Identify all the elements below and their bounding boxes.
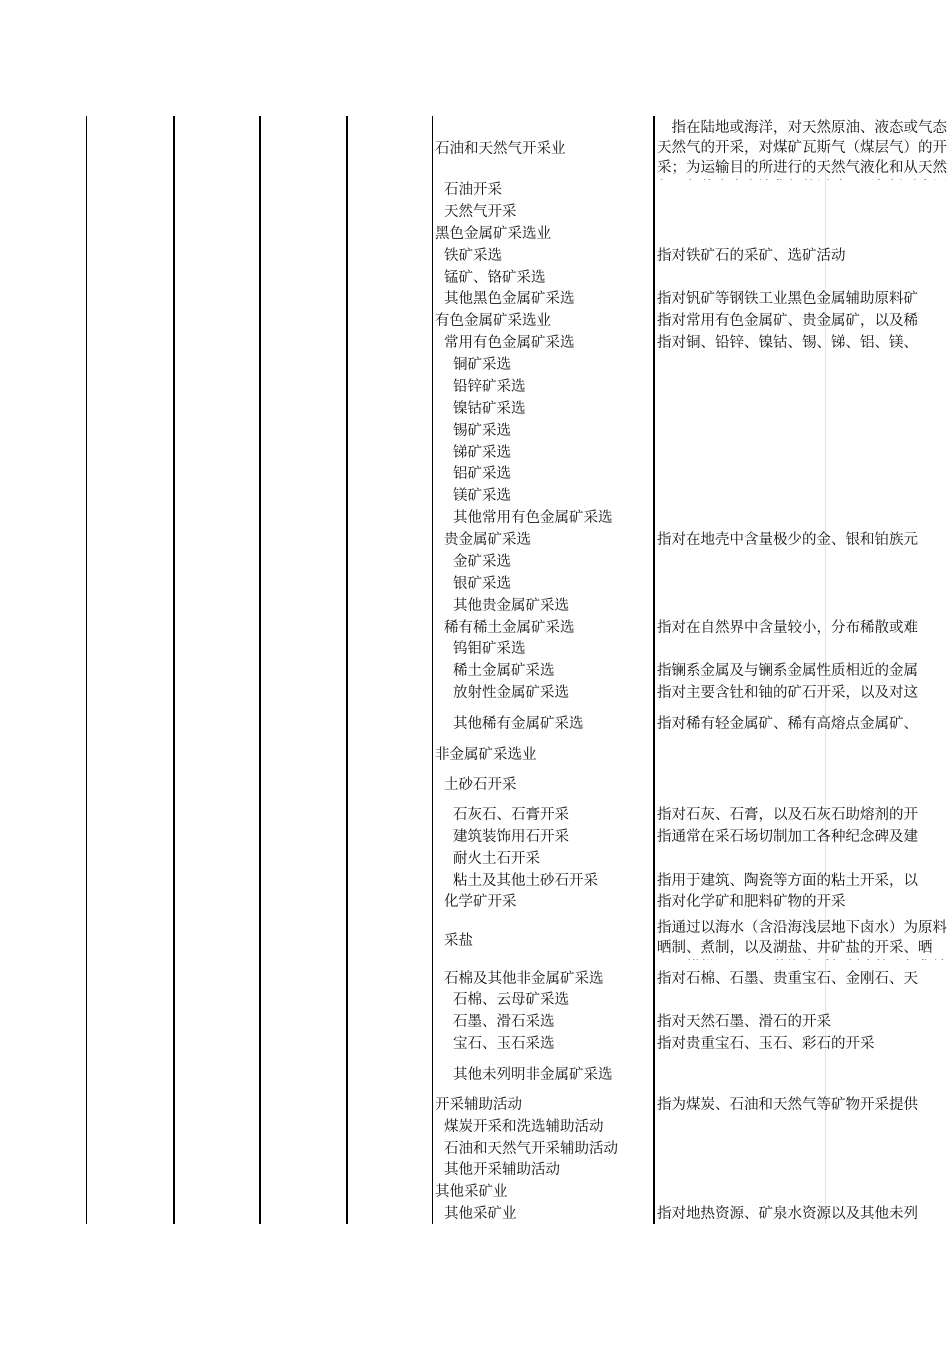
- industry-description: 指对铜、铅锌、镍钴、锡、锑、铝、镁、: [657, 335, 918, 351]
- industry-name: 锡矿采选: [453, 423, 511, 439]
- industry-name: 建筑装饰用石开采: [453, 829, 569, 845]
- industry-name: 土砂石开采: [444, 777, 517, 793]
- industry-name: 稀土金属矿采选: [453, 663, 555, 679]
- industry-name: 石油和天然气开采辅助活动: [444, 1141, 618, 1157]
- industry-name: 石灰石、石膏开采: [453, 807, 569, 823]
- industry-name: 锰矿、铬矿采选: [444, 270, 546, 286]
- industry-description: 指镧系金属及与镧系金属性质相近的金属: [657, 663, 918, 679]
- industry-name: 煤炭开采和洗选辅助活动: [444, 1119, 604, 1135]
- industry-name: 非金属矿采选业: [435, 747, 537, 763]
- industry-name: 镍钴矿采选: [453, 401, 526, 417]
- industry-name: 化学矿开采: [444, 894, 517, 910]
- industry-name: 常用有色金属矿采选: [444, 335, 575, 351]
- industry-description: 指对地热资源、矿泉水资源以及其他未列: [657, 1206, 918, 1222]
- industry-name: 铜矿采选: [453, 357, 511, 373]
- industry-description: 指在陆地或海洋，对天然原油、液态或气态天然气的开采，对煤矿瓦斯气（煤层气）的开采；为运输目的所进行的天然气液化和从天然: [657, 120, 947, 176]
- industry-name: 金矿采选: [453, 554, 511, 570]
- industry-description: 指对钒矿等钢铁工业黑色金属辅助原料矿: [657, 291, 918, 307]
- industry-description: 指对铁矿石的采矿、选矿活动: [657, 248, 846, 264]
- industry-name: 镁矿采选: [453, 488, 511, 504]
- industry-name: 石油和天然气开采业: [435, 141, 566, 157]
- industry-name: 铝矿采选: [453, 466, 511, 482]
- industry-description: 指通常在采石场切制加工各种纪念碑及建: [657, 829, 918, 845]
- column-divider: [259, 116, 261, 1224]
- industry-name: 采盐: [444, 933, 473, 949]
- column-divider: [346, 116, 348, 1224]
- industry-name: 天然气开采: [444, 204, 517, 220]
- column-divider: [173, 116, 175, 1224]
- industry-name: 石油开采: [444, 182, 502, 198]
- industry-name: 开采辅助活动: [435, 1097, 522, 1113]
- industry-description: 指对在自然界中含量较小，分布稀散或难: [657, 620, 918, 636]
- industry-description: 指对石灰、石膏，以及石灰石助熔剂的开: [657, 807, 918, 823]
- industry-name: 有色金属矿采选业: [435, 313, 551, 329]
- industry-name: 粘土及其他土砂石开采: [453, 873, 598, 889]
- industry-name: 其他黑色金属矿采选: [444, 291, 575, 307]
- industry-description: 指对稀有轻金属矿、稀有高熔点金属矿、: [657, 716, 918, 732]
- industry-name: 耐火土石开采: [453, 851, 540, 867]
- industry-name: 其他开采辅助活动: [444, 1162, 560, 1178]
- industry-description: 指为煤炭、石油和天然气等矿物开采提供: [657, 1097, 918, 1113]
- industry-name: 其他稀有金属矿采选: [453, 716, 584, 732]
- industry-name: 钨钼矿采选: [453, 641, 526, 657]
- industry-name: 稀有稀土金属矿采选: [444, 620, 575, 636]
- industry-name: 黑色金属矿采选业: [435, 226, 551, 242]
- industry-name: 放射性金属矿采选: [453, 685, 569, 701]
- industry-description: 指对化学矿和肥料矿物的开采: [657, 894, 846, 910]
- industry-name: 贵金属矿采选: [444, 532, 531, 548]
- industry-name: 其他常用有色金属矿采选: [453, 510, 613, 526]
- industry-description: 指用于建筑、陶瓷等方面的粘土开采，以: [657, 873, 918, 889]
- industry-name: 银矿采选: [453, 576, 511, 592]
- column-divider: [653, 116, 655, 1224]
- industry-description: 指对石棉、石墨、贵重宝石、金刚石、天: [657, 971, 918, 987]
- industry-description: 指通过以海水（含沿海浅层地下卤水）为原料晒制、煮制，以及湖盐、井矿盐的开采、晒: [657, 920, 947, 956]
- industry-name: 其他贵金属矿采选: [453, 598, 569, 614]
- industry-name: 石墨、滑石采选: [453, 1014, 555, 1030]
- industry-description: 指对贵重宝石、玉石、彩石的开采: [657, 1036, 875, 1052]
- industry-description: 指对主要含钍和铀的矿石开采，以及对这: [657, 685, 918, 701]
- industry-name: 其他未列明非金属矿采选: [453, 1067, 613, 1083]
- industry-name: 铅锌矿采选: [453, 379, 526, 395]
- industry-description: 指对在地壳中含量极少的金、银和铂族元: [657, 532, 918, 548]
- industry-name: 锑矿采选: [453, 445, 511, 461]
- industry-name: 石棉、云母矿采选: [453, 992, 569, 1008]
- industry-description: 指对天然石墨、滑石的开采: [657, 1014, 831, 1030]
- column-divider: [432, 116, 433, 1224]
- industry-name: 其他采矿业: [444, 1206, 517, 1222]
- column-divider: [86, 116, 87, 1224]
- industry-description: 指对常用有色金属矿、贵金属矿，以及稀: [657, 313, 918, 329]
- industry-name: 宝石、玉石采选: [453, 1036, 555, 1052]
- industry-name: 铁矿采选: [444, 248, 502, 264]
- industry-name: 石棉及其他非金属矿采选: [444, 971, 604, 987]
- industry-name: 其他采矿业: [435, 1184, 508, 1200]
